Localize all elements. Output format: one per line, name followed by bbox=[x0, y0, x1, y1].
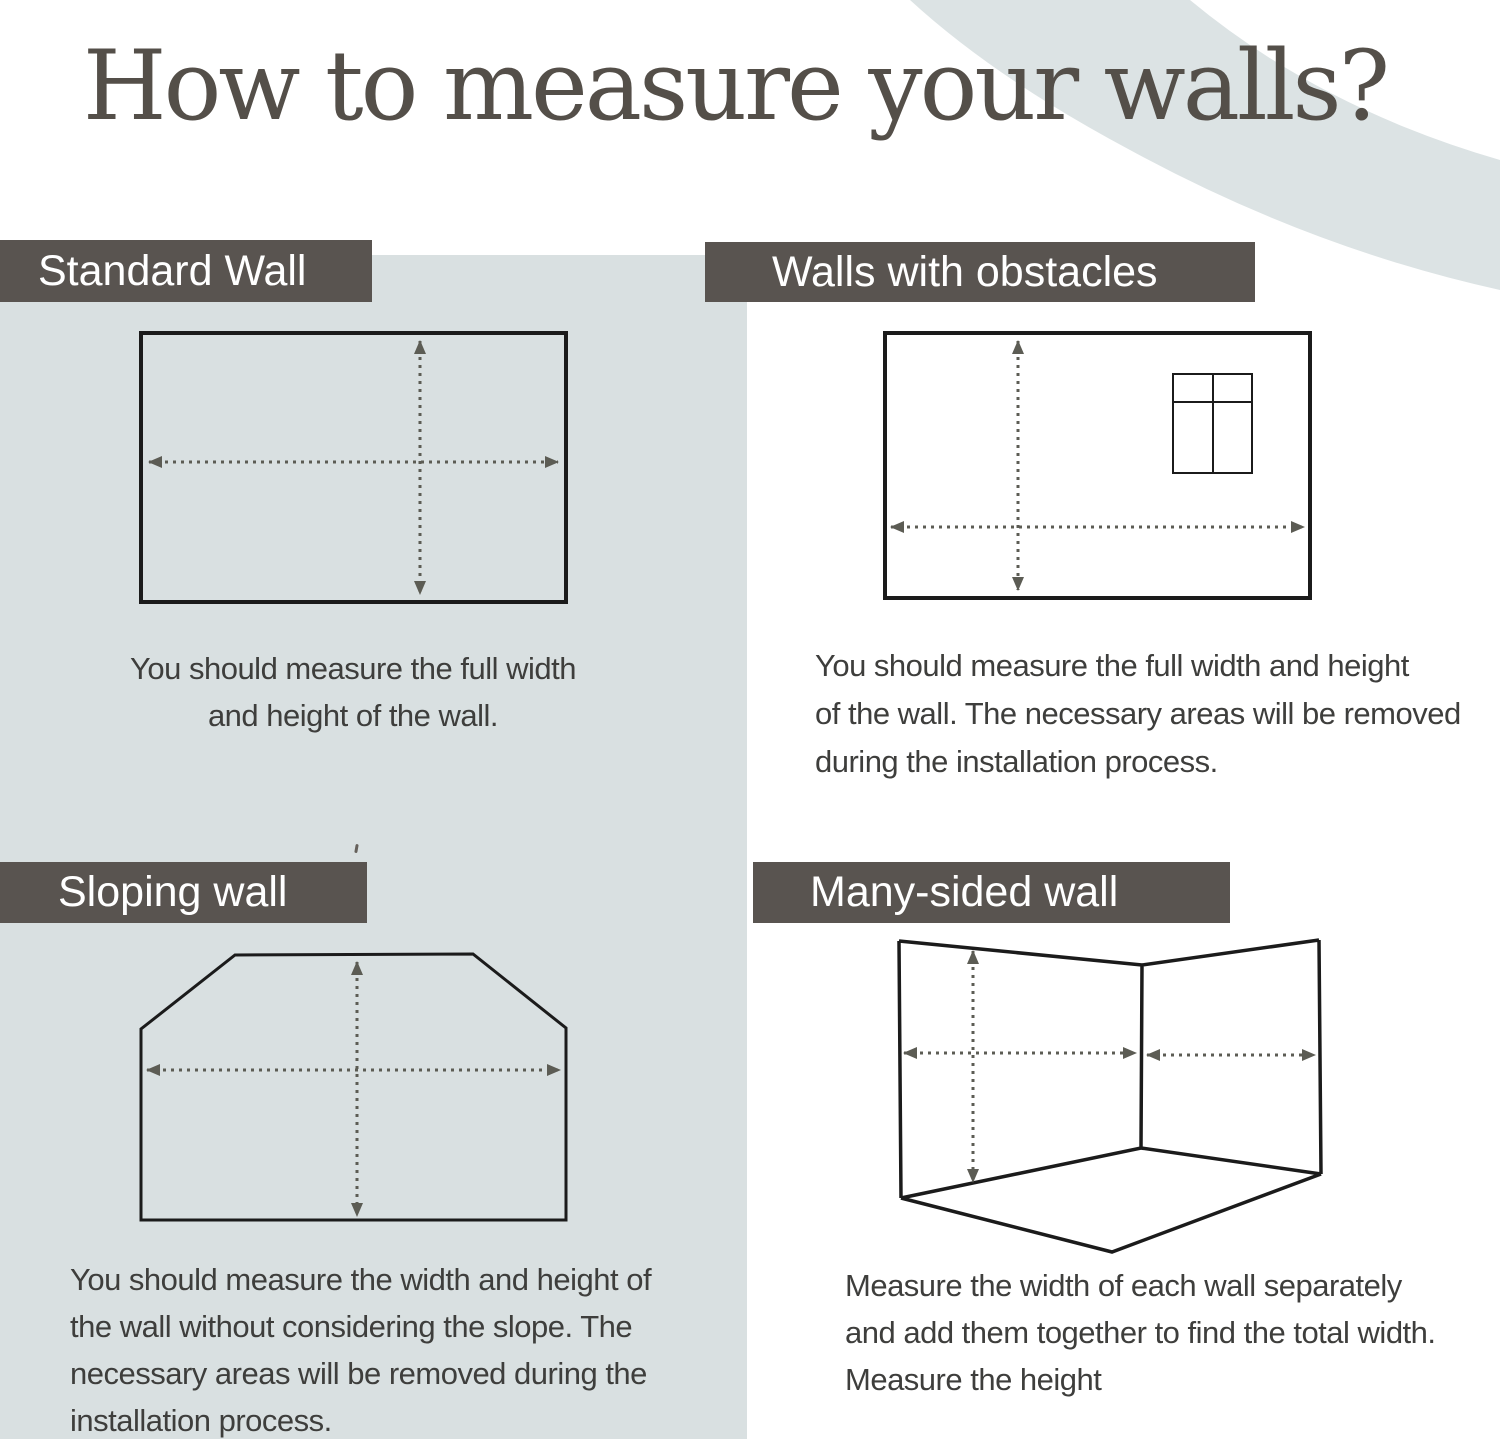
many-sided-wall-diagram bbox=[880, 925, 1340, 1265]
section-label-text: Walls with obstacles bbox=[772, 247, 1158, 296]
standard-wall-description bbox=[120, 645, 586, 739]
walls-with-obstacles-description bbox=[815, 642, 1485, 786]
walls-with-obstacles-diagram bbox=[860, 315, 1330, 615]
section-label-standard-wall bbox=[0, 240, 372, 302]
section-label-text: Many-sided wall bbox=[810, 868, 1119, 916]
sloping-wall-diagram bbox=[120, 938, 590, 1230]
description-line: You should measure the width and height of bbox=[70, 1262, 652, 1297]
description-line: necessary areas will be removed during the bbox=[70, 1356, 647, 1391]
section-label-walls-with-obstacles bbox=[705, 242, 1255, 302]
page-title: How to measure your walls? bbox=[82, 30, 1388, 142]
description-line: of the wall. The necessary areas will be removed bbox=[815, 696, 1461, 731]
many-sided-wall-description bbox=[845, 1262, 1495, 1403]
description-line: You should measure the full width and height bbox=[815, 648, 1409, 683]
description-line: and add them together to find the total width. bbox=[845, 1315, 1436, 1350]
description-line: Measure the width of each wall separately bbox=[845, 1268, 1402, 1303]
wall-outline bbox=[141, 333, 566, 602]
wall-outline bbox=[885, 333, 1310, 598]
section-label-many-sided-wall bbox=[753, 862, 1230, 923]
sloped-wall-outline bbox=[141, 954, 566, 1220]
description-line: during the installation process. bbox=[815, 744, 1218, 779]
sloping-wall-description bbox=[70, 1256, 710, 1439]
description-line: the wall without considering the slope. The bbox=[70, 1309, 633, 1344]
description-line: Measure the height bbox=[845, 1362, 1102, 1397]
description-line: installation process. bbox=[70, 1403, 332, 1438]
standard-wall-diagram bbox=[120, 315, 590, 615]
description-line: You should measure the full width bbox=[130, 651, 576, 686]
section-label-text: Sloping wall bbox=[58, 868, 288, 916]
description-line: and height of the wall. bbox=[207, 698, 499, 733]
window-icon bbox=[1173, 374, 1252, 473]
corner-walls-outline bbox=[899, 940, 1321, 1252]
section-label-sloping-wall bbox=[0, 862, 367, 923]
section-label-text: Standard Wall bbox=[38, 246, 307, 295]
